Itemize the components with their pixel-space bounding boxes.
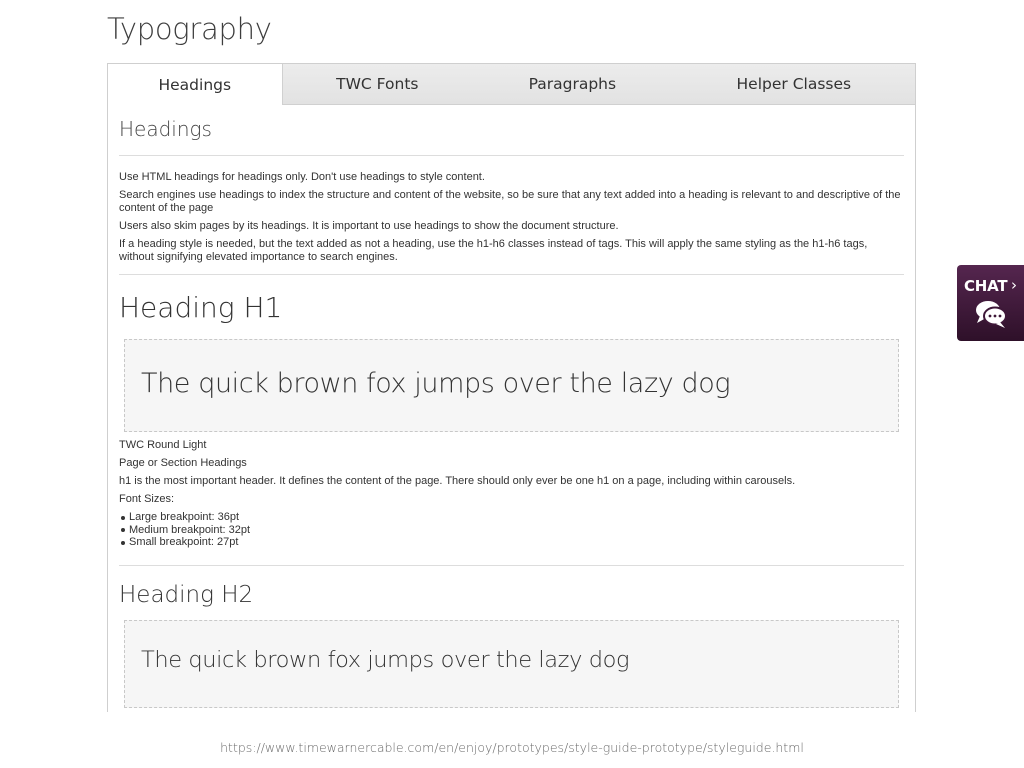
- chat-button[interactable]: [957, 265, 1024, 341]
- heading-h2-title: Heading H2: [119, 581, 254, 608]
- list-item: Medium breakpoint: 32pt: [129, 524, 904, 537]
- page-title: Typography: [107, 12, 272, 46]
- tab-twc-fonts[interactable]: TWC Fonts: [336, 75, 419, 93]
- intro-paragraph: Users also skim pages by its headings. It is important to use headings to show the document structure.: [119, 220, 619, 232]
- intro-paragraph: Use HTML headings for headings only. Don't use headings to style content.: [119, 171, 485, 183]
- h1-description: h1 is the most important header. It defines the content of the page. There should only ever be one h1 on a page, including within carousels.: [119, 475, 796, 487]
- font-sizes-label: Font Sizes:: [119, 493, 175, 505]
- font-sizes-list: [119, 511, 904, 549]
- heading-h1-title: Heading H1: [119, 291, 283, 324]
- list-item: Small breakpoint: 27pt: [129, 536, 904, 549]
- intro-paragraph: If a heading style is needed, but the text added as not a heading, use the h1-h6 classes instead of tags. This will apply the same styling as the h1-h6 tags, without signifying elevated importance to search engines.: [119, 238, 868, 263]
- chat-bubbles-icon: [974, 299, 1008, 329]
- usage-text: Page or Section Headings: [119, 457, 247, 469]
- divider: [119, 565, 904, 566]
- typography-panel: [107, 63, 916, 712]
- tab-helper-classes[interactable]: Helper Classes: [736, 75, 852, 93]
- chat-label: CHAT: [964, 277, 1008, 295]
- tab-headings[interactable]: Headings: [108, 64, 283, 105]
- tab-content: [108, 116, 915, 708]
- source-url: https://www.timewarnercable.com/en/enjoy/prototypes/style-guide-prototype/styleguide.html: [220, 740, 804, 755]
- h1-sample-box: The quick brown fox jumps over the lazy dog: [124, 339, 899, 432]
- chevron-right-icon: ›: [1011, 276, 1017, 294]
- tab-bar: [108, 64, 915, 105]
- font-name: TWC Round Light: [119, 439, 207, 451]
- h2-sample-box: The quick brown fox jumps over the lazy dog: [124, 620, 899, 708]
- tab-paragraphs[interactable]: Paragraphs: [528, 75, 617, 93]
- list-item: Large breakpoint: 36pt: [129, 511, 904, 524]
- intro-paragraph: Search engines use headings to index the structure and content of the website, so be sure that any text added into a heading is relevant to and descriptive of the content of the page: [119, 189, 901, 214]
- section-heading-headings: Headings: [119, 117, 212, 141]
- divider: [119, 155, 904, 156]
- divider: [119, 274, 904, 275]
- headings-intro: [119, 171, 904, 264]
- h1-details: [119, 439, 904, 549]
